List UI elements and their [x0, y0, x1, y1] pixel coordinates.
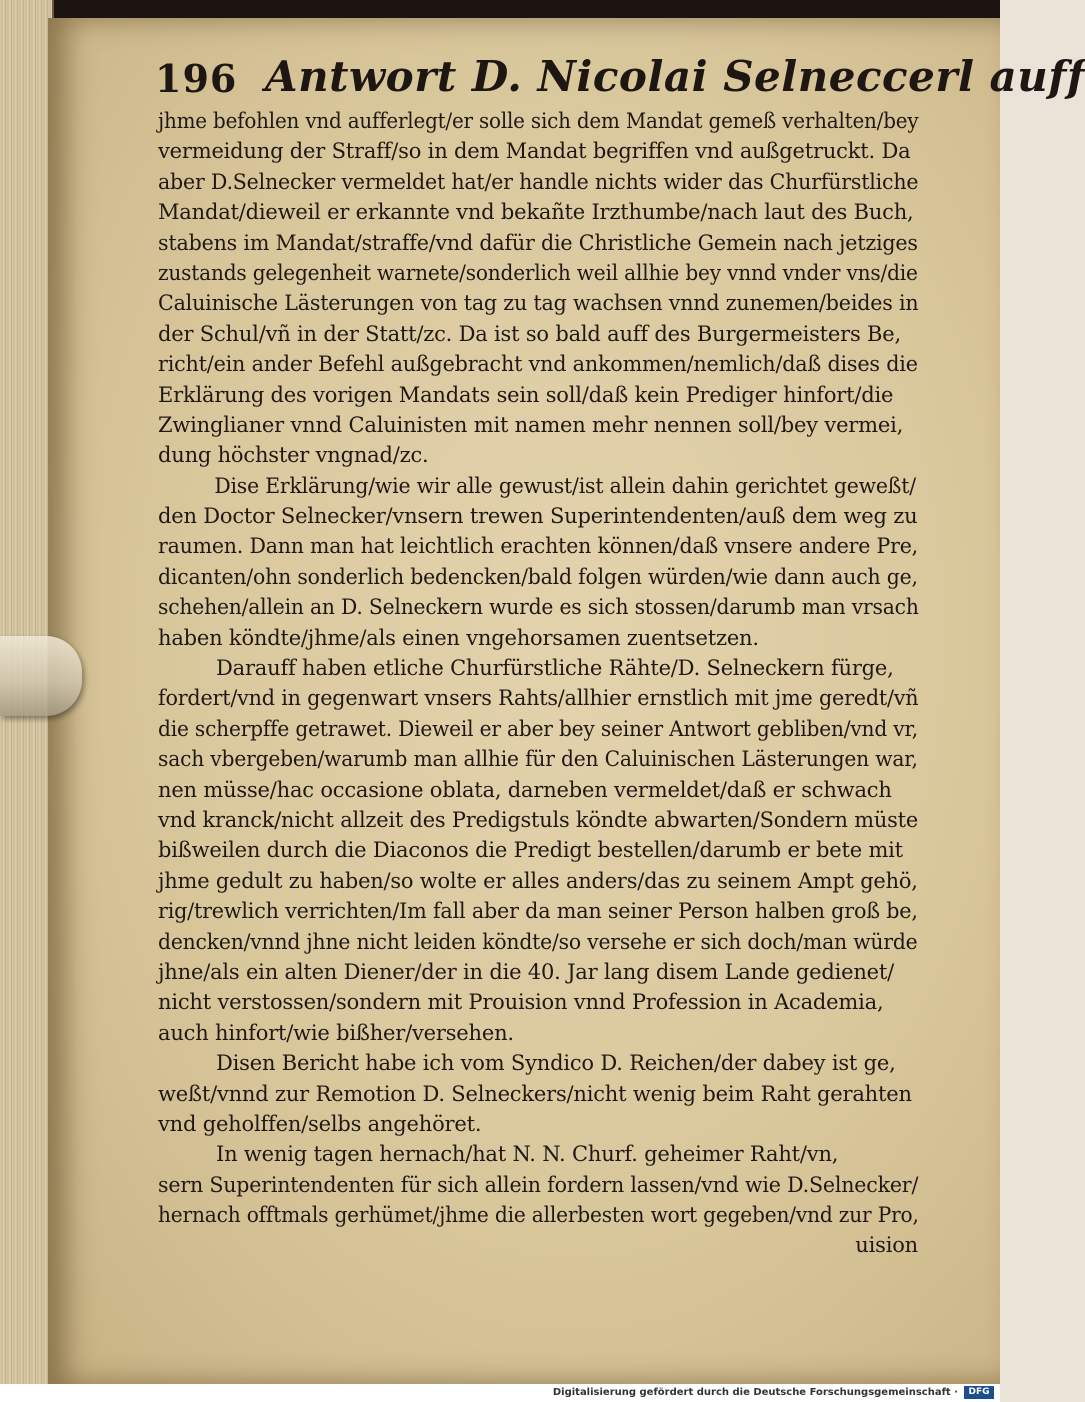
text-line: vermeidung der Straff/so in dem Mandat begriffen vnd außgetruckt. Da	[158, 139, 911, 164]
text-line: sach vbergeben/warumb man allhie für den Caluinischen Lästerungen war,	[158, 747, 918, 772]
text-line: Dise Erklärung/wie wir alle gewust/ist allein dahin gerichtet geweßt/	[214, 473, 916, 498]
text-line: sern Superintendenten für sich allein fordern lassen/vnd wie D.Selnecker/	[158, 1172, 919, 1197]
text-line: bißweilen durch die Diaconos die Predigt bestellen/darumb er bete mit	[158, 838, 903, 863]
text-line: auch hinfort/wie bißher/versehen.	[158, 1020, 514, 1045]
text-line: die scherpffe getrawet. Dieweil er aber bey seiner Antwort gebliben/vnd vr,	[158, 716, 918, 741]
page-clip	[0, 636, 82, 716]
text-line: haben köndte/jhme/als einen vngehorsamen zuentsetzen.	[158, 625, 759, 650]
text-block	[158, 106, 918, 1261]
text-line: Erklärung des vorigen Mandats sein soll/daß kein Prediger hinfort/die	[158, 382, 894, 407]
text-line: Darauff haben etliche Churfürstliche Rähte/D. Selneckern fürge,	[216, 656, 894, 681]
text-line: zustands gelegenheit warnete/sonderlich weil allhie bey vnnd vnder vns/die	[158, 260, 918, 285]
page-number: 196	[155, 56, 238, 101]
text-line: hernach offtmals gerhümet/jhme die allerbesten wort gegeben/vnd zur Pro,	[158, 1203, 919, 1228]
text-line: Caluinische Lästerungen von tag zu tag wachsen vnnd zunemen/beides in	[158, 291, 919, 316]
text-line: weßt/vnnd zur Remotion D. Selneckers/nicht wenig beim Raht gerahten	[158, 1081, 912, 1106]
text-line: schehen/allein an D. Selneckern wurde es sich stossen/darumb man vrsach	[158, 595, 919, 620]
text-line: dencken/vnnd jhne nicht leiden köndte/so versehe er sich doch/man würde	[158, 929, 918, 954]
text-line: Zwinglianer vnnd Caluinisten mit namen mehr nennen soll/bey vermei,	[158, 412, 904, 437]
text-line: nen müsse/hac occasione oblata, darneben vermeldet/daß er schwach	[158, 777, 892, 802]
catchword: uision	[855, 1233, 918, 1258]
text-line: rig/trewlich verrichten/Im fall aber da man seiner Person halben groß be,	[158, 899, 918, 924]
text-line: der Schul/vñ in der Statt/zc. Da ist so bald auff des Burgermeisters Be,	[158, 321, 901, 346]
dfg-logo: DFG	[964, 1386, 994, 1399]
text-line: In wenig tagen hernach/hat N. N. Churf. geheimer Raht/vn,	[216, 1142, 839, 1167]
text-line: vnd kranck/nicht allzeit des Predigstuls köndte abwarten/Sondern müste	[158, 807, 918, 832]
text-line: raumen. Dann man hat leichtlich erachten können/daß vnsere andere Pre,	[158, 534, 918, 559]
page-header	[155, 48, 1085, 106]
text-line: nicht verstossen/sondern mit Prouision vnnd Profession in Academia,	[158, 990, 884, 1015]
text-line: richt/ein ander Befehl außgebracht vnd ankommen/nemlich/daß dises die	[158, 352, 918, 377]
text-line: vnd geholffen/selbs angehöret.	[158, 1111, 482, 1136]
running-head: Antwort D. Nicolai Selneccerl auff	[265, 52, 1085, 101]
text-line: den Doctor Selnecker/vnsern trewen Superintendenten/auß dem weg zu	[158, 504, 918, 529]
text-line: aber D.Selnecker vermeldet hat/er handle nichts wider das Churfürstliche	[158, 169, 919, 194]
text-line: stabens im Mandat/straffe/vnd dafür die Christliche Gemein nach jetziges	[158, 230, 918, 255]
text-line: jhme gedult zu haben/so wolte er alles anders/das zu seinem Ampt gehö,	[158, 868, 918, 893]
text-line: Disen Bericht habe ich vom Syndico D. Reichen/der dabey ist ge,	[216, 1051, 896, 1076]
footer-bar	[0, 1384, 1000, 1402]
text-line: dung höchster vngnad/zc.	[158, 443, 429, 468]
text-line: fordert/vnd in gegenwart vnsers Rahts/allhier ernstlich mit jme geredt/vñ	[158, 686, 919, 711]
funding-credit: Digitalisierung gefördert durch die Deutsche Forschungsgemeinschaft ·	[552, 1387, 958, 1398]
text-line: jhme befohlen vnd aufferlegt/er solle sich dem Mandat gemeß verhalten/bey	[158, 109, 919, 133]
text-line: Mandat/dieweil er erkannte vnd bekañte Irzthumbe/nach laut des Buch,	[158, 200, 914, 225]
text-line: dicanten/ohn sonderlich bedencken/bald folgen würden/wie dann auch ge,	[158, 564, 918, 589]
text-line: jhne/als ein alten Diener/der in die 40. Jar lang disem Lande gedienet/	[158, 959, 895, 984]
